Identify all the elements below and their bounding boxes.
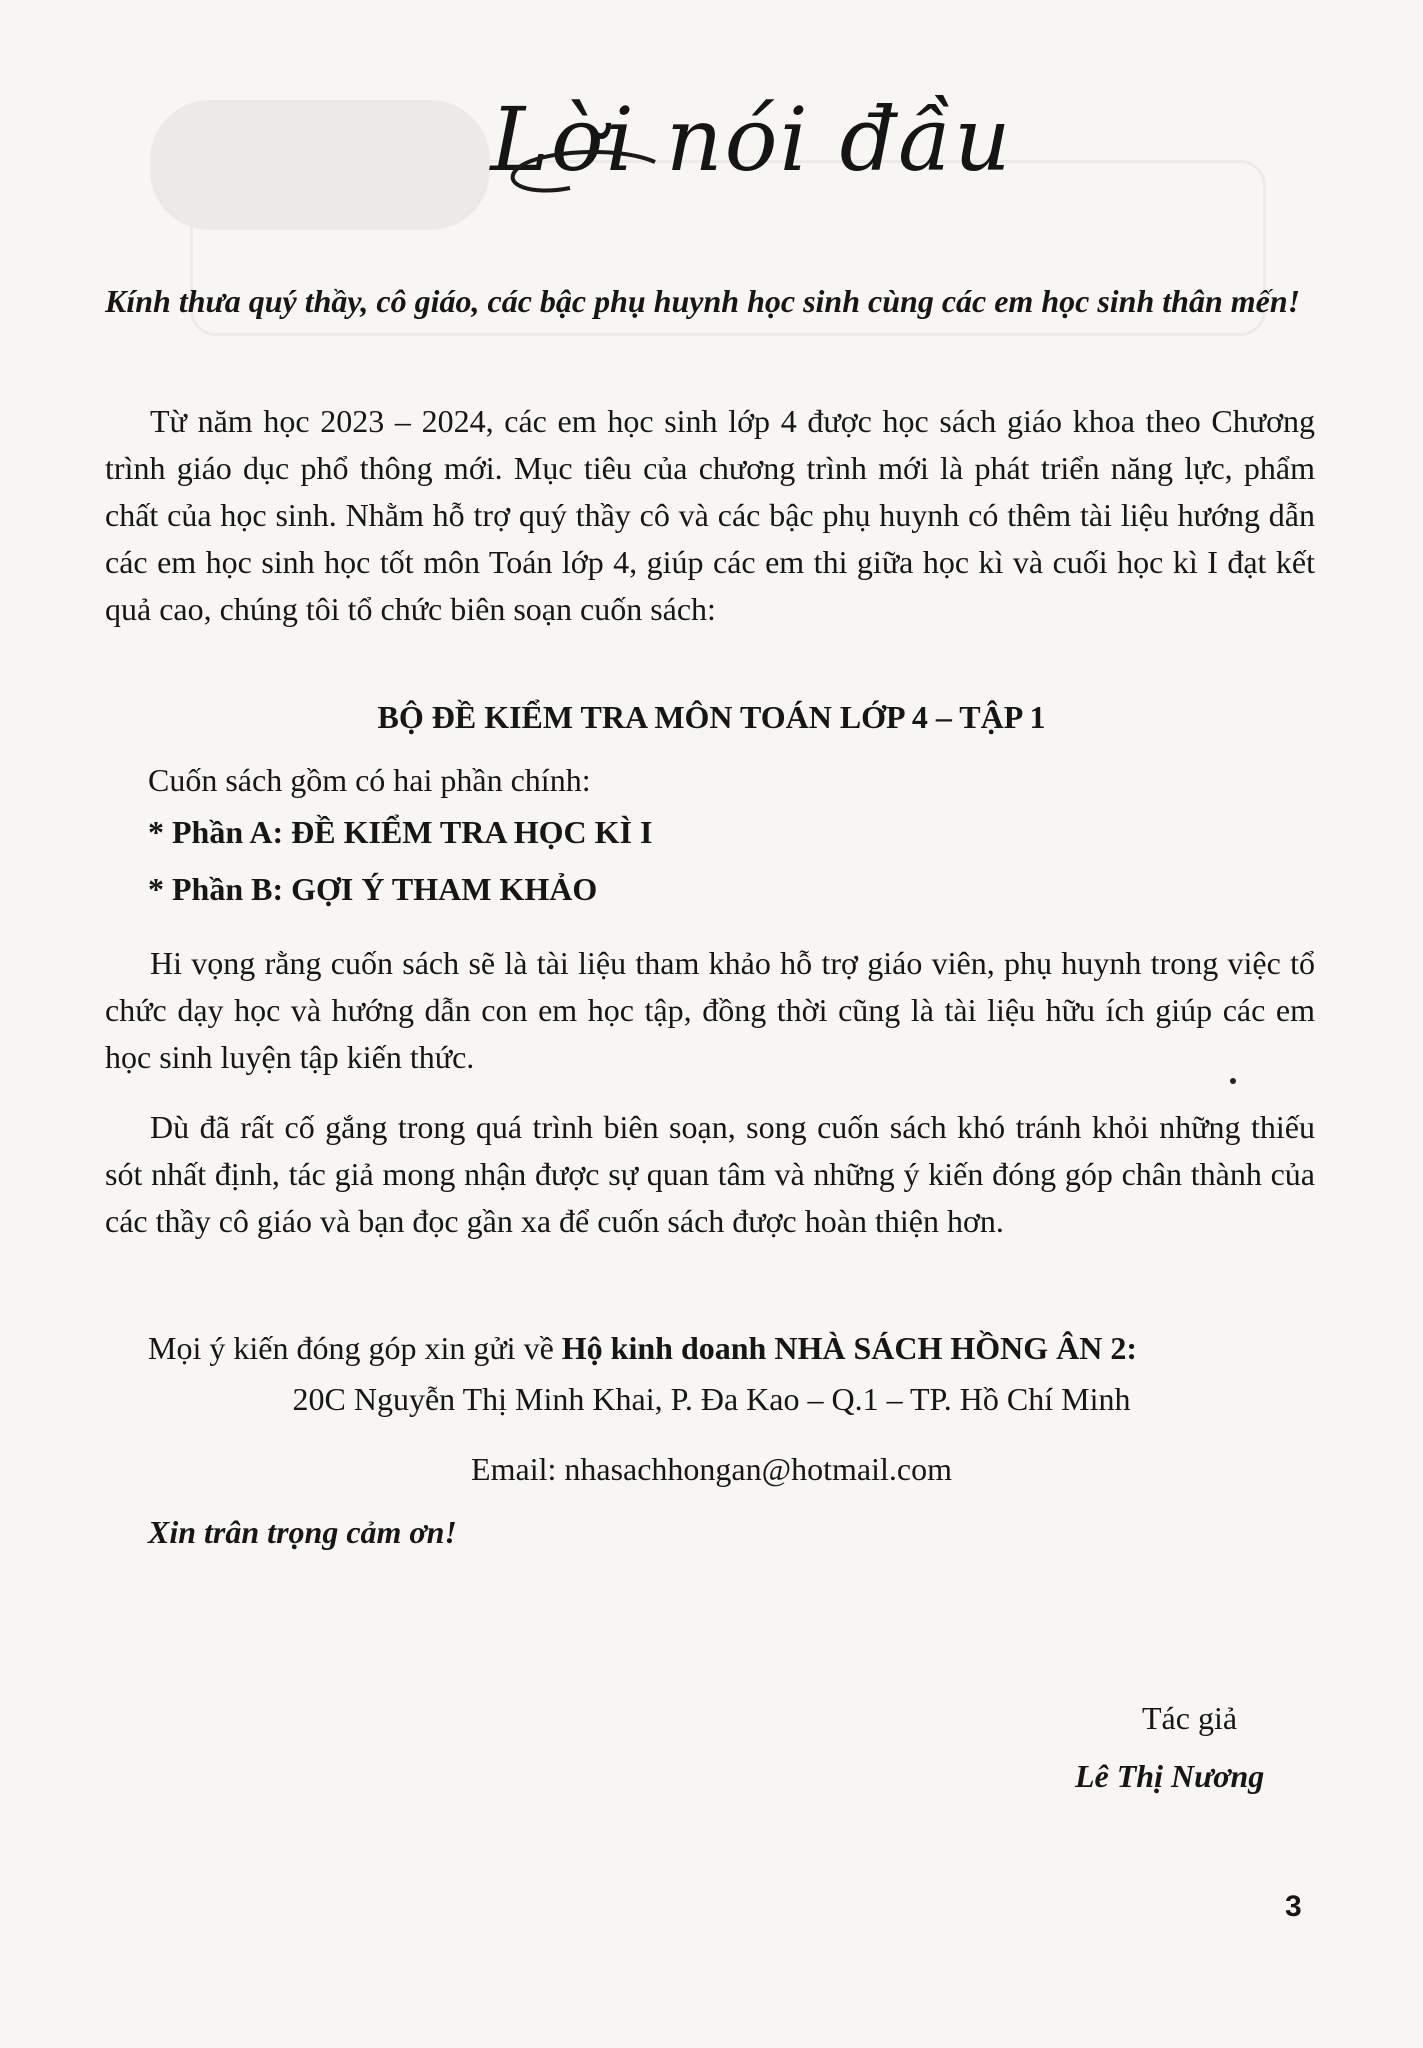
book-title: BỘ ĐỀ KIỂM TRA MÔN TOÁN LỚP 4 – TẬP 1 xyxy=(377,699,1046,735)
title-swash-ornament xyxy=(500,150,660,200)
contact-line xyxy=(148,1330,1137,1367)
parts-intro: Cuốn sách gồm có hai phần chính: xyxy=(148,762,591,798)
page-number: 3 xyxy=(1285,1890,1302,1923)
thanks-line: Xin trân trọng cảm ơn! xyxy=(148,1514,457,1550)
hope-paragraph: Hi vọng rằng cuốn sách sẽ là tài liệu tham khảo hỗ trợ giáo viên, phụ huynh trong việc tổ chức dạy học và hướng dẫn con em học tập, đồng thời cũng là tài liệu hữu ích giúp các em học sinh luyện tập kiến thức. xyxy=(105,945,1315,1075)
contact-organization: Hộ kinh doanh NHÀ SÁCH HỒNG ÂN 2: xyxy=(561,1330,1137,1366)
contact-prefix: Mọi ý kiến đóng góp xin gửi về xyxy=(148,1330,562,1366)
part-b-item: * Phần B: GỢI Ý THAM KHẢO xyxy=(148,871,598,907)
greeting-paragraph: Kính thưa quý thầy, cô giáo, các bậc phụ huynh học sinh cùng các em học sinh thân mến! xyxy=(105,283,1301,319)
email-line xyxy=(0,1446,1423,1493)
ink-dot xyxy=(1230,1078,1236,1084)
intro-paragraph: Từ năm học 2023 – 2024, các em học sinh lớp 4 được học sách giáo khoa theo Chương trình giáo dục phổ thông mới. Mục tiêu của chương trình mới là phát triển năng lực, phẩm chất của học sinh. Nhằm hỗ trợ quý thầy cô và các bậc phụ huynh có thêm tài liệu hướng dẫn các em học sinh học tốt môn Toán lớp 4, giúp các em thi giữa học kì và cuối học kì I đạt kết quả cao, chúng tôi tổ chức biên soạn cuốn sách: xyxy=(105,403,1315,627)
part-a-item: * Phần A: ĐỀ KIỂM TRA HỌC KÌ I xyxy=(148,814,653,850)
email-label: Email: xyxy=(471,1451,565,1487)
email-address[interactable]: nhasachhongan@hotmail.com xyxy=(564,1451,952,1487)
page-title: Lời nói đầu xyxy=(490,88,1013,191)
address-line: 20C Nguyễn Thị Minh Khai, P. Đa Kao – Q.1 – TP. Hồ Chí Minh xyxy=(292,1381,1131,1417)
apology-paragraph: Dù đã rất cố gắng trong quá trình biên soạn, song cuốn sách khó tránh khỏi những thiếu sót nhất định, tác giả mong nhận được sự quan tâm và những ý kiến đóng góp chân thành của các thầy cô giáo và bạn đọc gần xa để cuốn sách được hoàn thiện hơn. xyxy=(105,1109,1315,1239)
author-label: Tác giả xyxy=(1142,1700,1238,1736)
author-name: Lê Thị Nương xyxy=(1075,1758,1265,1794)
